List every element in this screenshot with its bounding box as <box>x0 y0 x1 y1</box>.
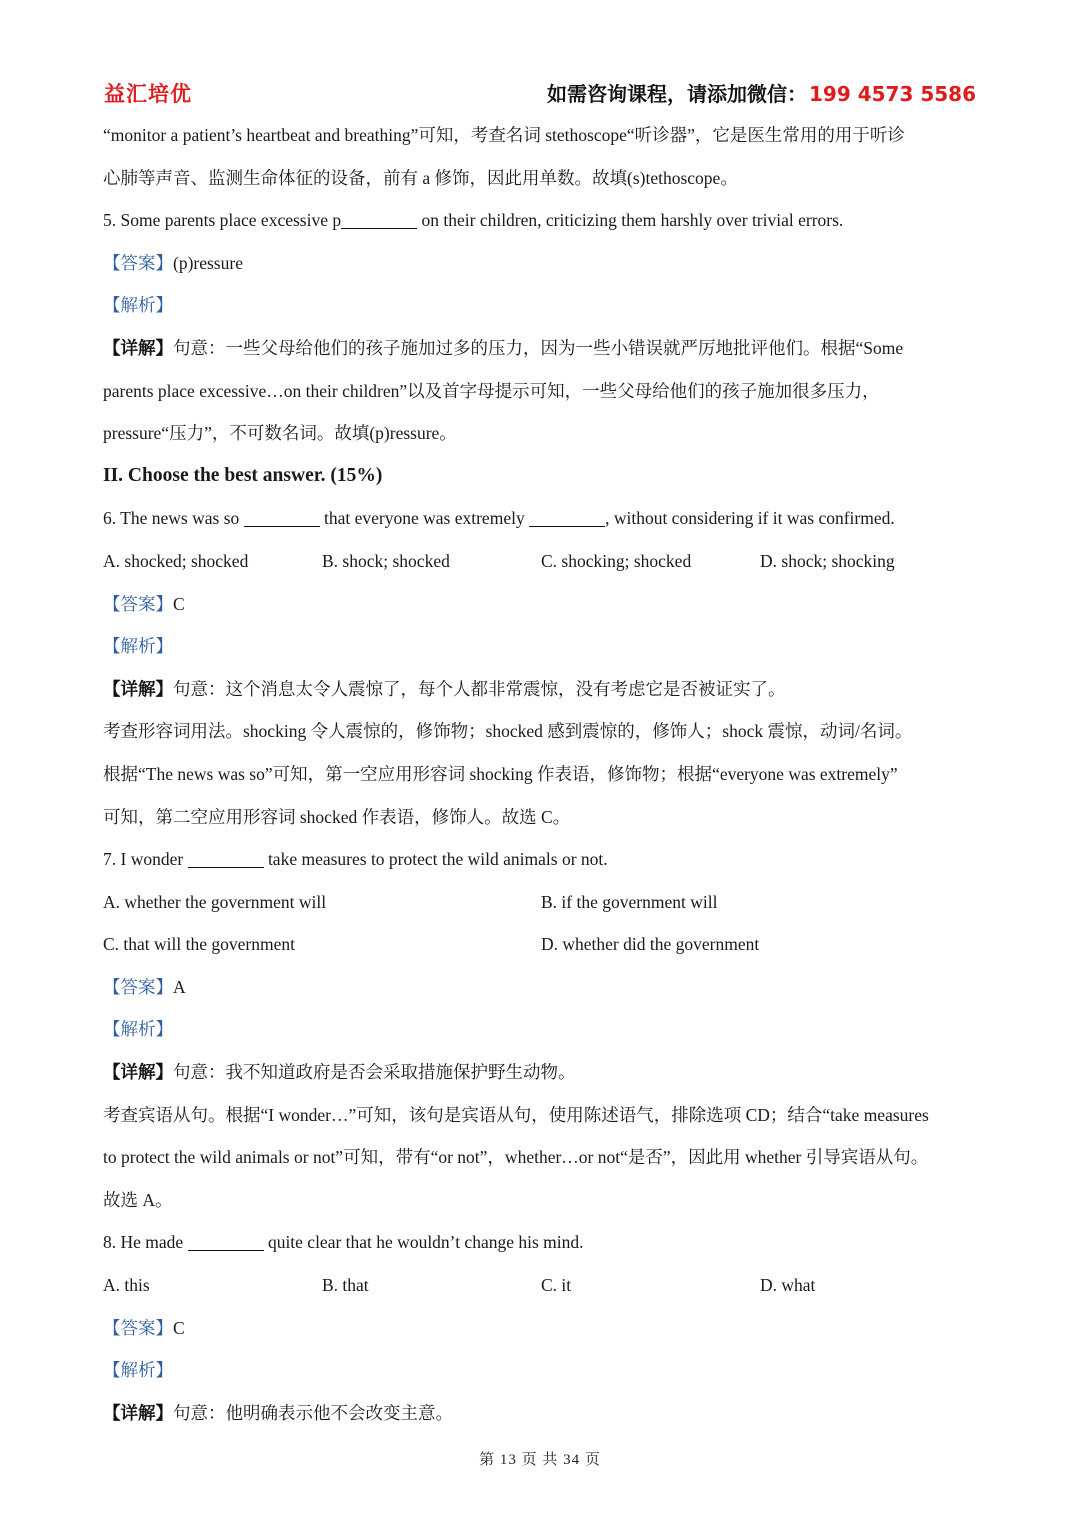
analysis-line <box>103 284 979 327</box>
question-8: 8. He made quite clear that he wouldn’t change his mind. <box>103 1232 584 1253</box>
option-d: D. whether did the government <box>541 934 760 955</box>
detail-line: 【详解】句意：我不知道政府是否会采取措施保护野生动物。 <box>103 1062 576 1083</box>
answer-tag: 【答案】 <box>103 1317 173 1338</box>
text-line: 心肺等声音、监测生命体征的设备，前有 a 修饰，因此用单数。故填(s)tethoscope。 <box>103 167 738 188</box>
answer-line <box>103 966 979 1009</box>
options-row <box>103 1264 979 1307</box>
option-a: A. whether the government will <box>103 891 327 912</box>
option-c: C. it <box>541 1275 572 1296</box>
text-line: 考查宾语从句。根据“I wonder…”可知，该句是宾语从句，使用陈述语气，排除选项 CD；结合“take measures <box>103 1104 929 1125</box>
detail-tag: 【详解】 <box>103 337 173 358</box>
question-7: 7. I wonder take measures to protect the wild animals or not. <box>103 849 608 870</box>
answer-line <box>103 242 979 285</box>
question-5: 5. Some parents place excessive p on their children, criticizing them harshly over trivial errors. <box>103 210 844 231</box>
answer-tag: 【答案】 <box>103 976 173 997</box>
question-6: 6. The news was so that everyone was extremely , without considering if it was confirmed. <box>103 508 895 529</box>
document-body <box>103 114 979 1434</box>
analysis-line <box>103 1008 979 1051</box>
answer-blank <box>529 508 605 527</box>
text-line: pressure“压力”，不可数名词。故填(p)ressure。 <box>103 423 457 444</box>
detail-line: 【详解】句意：他明确表示他不会改变主意。 <box>103 1402 453 1423</box>
option-b: B. shock; shocked <box>322 550 450 571</box>
answer-line <box>103 1307 979 1350</box>
brand-name: 益汇培优 <box>104 82 192 106</box>
option-d: D. shock; shocking <box>760 550 895 571</box>
text-line: 可知，第二空应用形容词 shocked 作表语，修饰人。故选 C。 <box>103 806 571 827</box>
text-line: to protect the wild animals or not”可知，带有“or not”，whether…or not“是否”，因此用 whether 引导宾语从句。 <box>103 1147 929 1168</box>
analysis-tag: 【解析】 <box>103 1019 173 1040</box>
option-c: C. that will the government <box>103 934 295 955</box>
page-header <box>104 78 976 112</box>
option-b: B. that <box>322 1275 369 1296</box>
analysis-tag: 【解析】 <box>103 295 173 316</box>
contact-info <box>547 78 976 107</box>
answer-value: C <box>173 1317 185 1338</box>
option-d: D. what <box>760 1275 816 1296</box>
answer-blank <box>188 1232 264 1251</box>
answer-tag: 【答案】 <box>103 252 173 273</box>
answer-value: (p)ressure <box>173 252 243 273</box>
analysis-tag: 【解析】 <box>103 1360 173 1381</box>
option-b: B. if the government will <box>541 891 718 912</box>
section-title: II. Choose the best answer. (15%) <box>103 464 383 486</box>
contact-number: 199 4573 5586 <box>808 82 976 106</box>
detail-tag: 【详解】 <box>103 678 173 699</box>
answer-blank <box>341 210 417 229</box>
answer-blank <box>188 849 264 868</box>
analysis-line <box>103 1349 979 1392</box>
answer-value: C <box>173 593 185 614</box>
text-line: parents place excessive…on their children”以及首字母提示可知，一些父母给他们的孩子施加很多压力， <box>103 380 880 401</box>
answer-blank <box>244 508 320 527</box>
options-row <box>103 540 979 583</box>
options-row <box>103 923 979 966</box>
option-a: A. shocked; shocked <box>103 550 249 571</box>
text-line: “monitor a patient’s heartbeat and breathing”可知，考查名词 stethoscope“听诊器”，它是医生常用的用于听诊 <box>103 125 905 145</box>
answer-value: A <box>173 976 186 997</box>
contact-label: 如需咨询课程，请添加微信： <box>546 82 807 106</box>
options-row <box>103 881 979 924</box>
text-line: 根据“The news was so”可知，第一空应用形容词 shocking 作表语，修饰物；根据“everyone was extremely” <box>103 763 898 784</box>
text-line: 考查形容词用法。shocking 令人震惊的，修饰物；shocked 感到震惊的，修饰人；shock 震惊，动词/名词。 <box>103 721 913 742</box>
analysis-line <box>103 625 979 668</box>
option-a: A. this <box>103 1275 150 1296</box>
answer-tag: 【答案】 <box>103 593 173 614</box>
text-line: 故选 A。 <box>103 1189 173 1210</box>
detail-tag: 【详解】 <box>103 1402 173 1423</box>
page-footer: 第 13 页 共 34 页 <box>479 1452 601 1468</box>
option-c: C. shocking; shocked <box>541 550 692 571</box>
answer-line <box>103 583 979 626</box>
detail-tag: 【详解】 <box>103 1062 173 1083</box>
analysis-tag: 【解析】 <box>103 636 173 657</box>
detail-line: 【详解】句意：一些父母给他们的孩子施加过多的压力，因为一些小错误就严厉地批评他们。根据“Some <box>103 337 904 358</box>
detail-line: 【详解】句意：这个消息太令人震惊了，每个人都非常震惊，没有考虑它是否被证实了。 <box>103 678 786 699</box>
